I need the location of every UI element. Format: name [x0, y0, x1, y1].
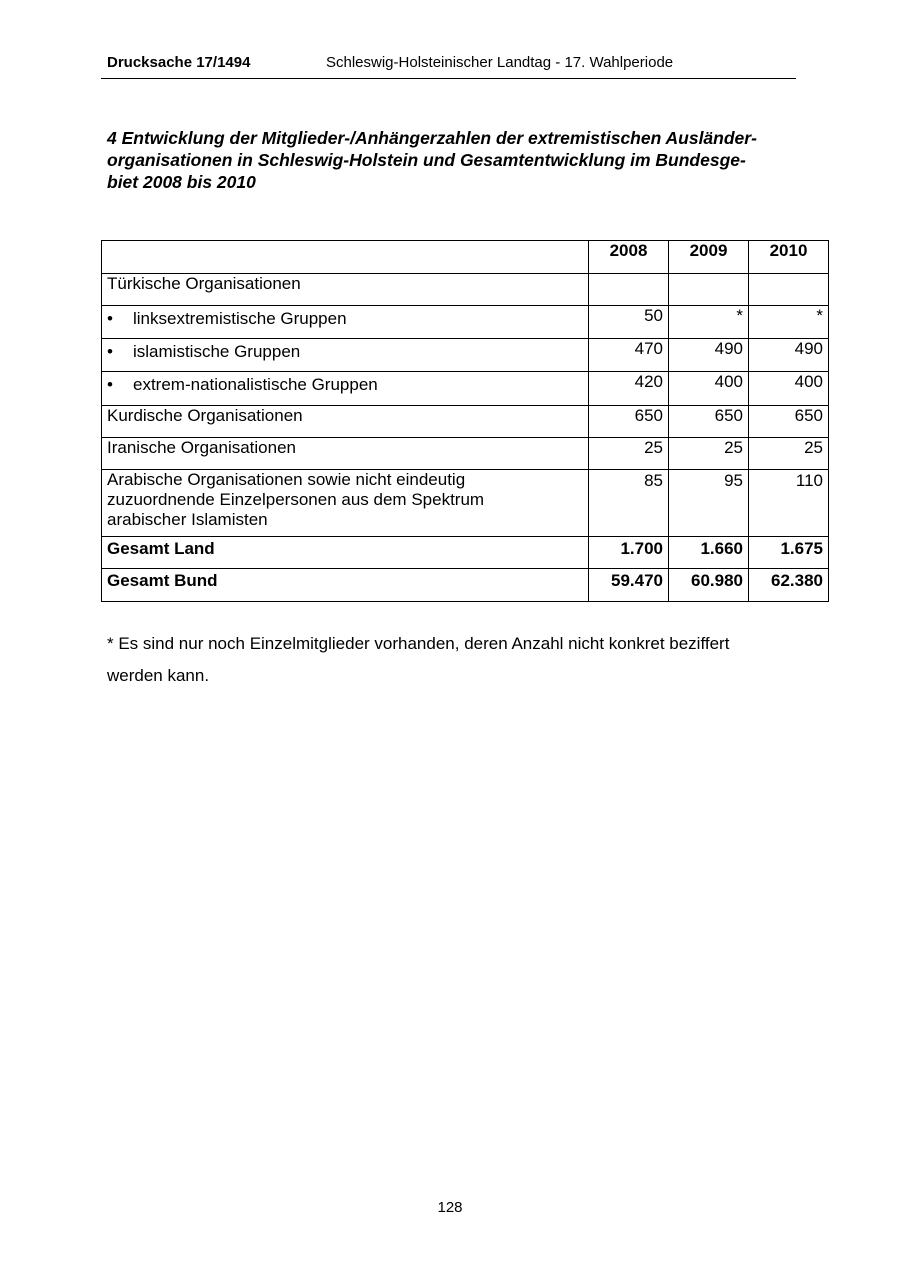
footnote — [107, 628, 797, 692]
row-label-line: Arabische Organisationen sowie nicht eindeutig — [107, 470, 466, 489]
value-2010: 110 — [749, 470, 829, 537]
row-label: Gesamt Land — [102, 537, 589, 569]
row-label — [102, 372, 589, 406]
value-2009: 400 — [669, 372, 749, 406]
row-label-text: islamistische Gruppen — [133, 342, 301, 361]
value-2008: 1.700 — [589, 537, 669, 569]
table-header-row — [102, 241, 829, 274]
value-2009: 60.980 — [669, 569, 749, 602]
value-2010: 650 — [749, 406, 829, 438]
row-label — [102, 470, 589, 537]
row-label-text: linksextremistische Gruppen — [133, 309, 347, 328]
value-2010 — [749, 274, 829, 306]
parliament-label: Schleswig-Holsteinischer Landtag - 17. Wahlperiode — [326, 54, 674, 71]
value-2009: 25 — [669, 438, 749, 470]
value-2009: * — [669, 306, 749, 339]
table-row-total-bund — [102, 569, 829, 602]
row-label: Gesamt Bund — [102, 569, 589, 602]
value-2008 — [589, 274, 669, 306]
table-row — [102, 372, 829, 406]
value-2008: 85 — [589, 470, 669, 537]
table-row — [102, 406, 829, 438]
footnote-line: * Es sind nur noch Einzelmitglieder vorhanden, deren Anzahl nicht konkret beziffert — [107, 634, 730, 653]
table-row — [102, 306, 829, 339]
page-number: 128 — [437, 1199, 463, 1216]
year-header: 2009 — [669, 241, 749, 274]
table-row-total-land — [102, 537, 829, 569]
year-header: 2008 — [589, 241, 669, 274]
table-header-empty — [102, 241, 589, 274]
title-line: organisationen in Schleswig-Holstein und Gesamtentwicklung im Bundesge- — [107, 150, 746, 170]
value-2010: 400 — [749, 372, 829, 406]
value-2009: 1.660 — [669, 537, 749, 569]
value-2008: 59.470 — [589, 569, 669, 602]
table-row — [102, 470, 829, 537]
value-2010: * — [749, 306, 829, 339]
value-2008: 25 — [589, 438, 669, 470]
bullet-icon: • — [107, 342, 113, 361]
table-row — [102, 339, 829, 372]
value-2009: 650 — [669, 406, 749, 438]
value-2010: 1.675 — [749, 537, 829, 569]
row-label: Türkische Organisationen — [102, 274, 589, 306]
value-2010: 62.380 — [749, 569, 829, 602]
value-2008: 470 — [589, 339, 669, 372]
value-2009: 490 — [669, 339, 749, 372]
year-header: 2010 — [749, 241, 829, 274]
bullet-icon: • — [107, 375, 113, 394]
membership-table — [101, 240, 829, 602]
value-2008: 50 — [589, 306, 669, 339]
row-label-text: extrem-nationalistische Gruppen — [133, 375, 378, 394]
section-title — [107, 127, 797, 193]
row-label-line: zuzuordnende Einzelpersonen aus dem Spektrum — [107, 490, 485, 509]
value-2010: 25 — [749, 438, 829, 470]
value-2008: 420 — [589, 372, 669, 406]
value-2010: 490 — [749, 339, 829, 372]
page-header — [101, 52, 796, 79]
row-label — [102, 339, 589, 372]
title-line: 4 Entwicklung der Mitglieder-/Anhängerzahlen der extremistischen Ausländer- — [107, 128, 757, 148]
table-row — [102, 438, 829, 470]
row-label — [102, 306, 589, 339]
bullet-icon: • — [107, 309, 113, 328]
value-2009 — [669, 274, 749, 306]
title-line: biet 2008 bis 2010 — [107, 172, 256, 192]
value-2009: 95 — [669, 470, 749, 537]
value-2008: 650 — [589, 406, 669, 438]
footnote-line: werden kann. — [107, 666, 210, 685]
row-label: Kurdische Organisationen — [102, 406, 589, 438]
table-row — [102, 274, 829, 306]
row-label: Iranische Organisationen — [102, 438, 589, 470]
document-number: Drucksache 17/1494 — [107, 54, 251, 71]
row-label-line: arabischer Islamisten — [107, 510, 268, 529]
